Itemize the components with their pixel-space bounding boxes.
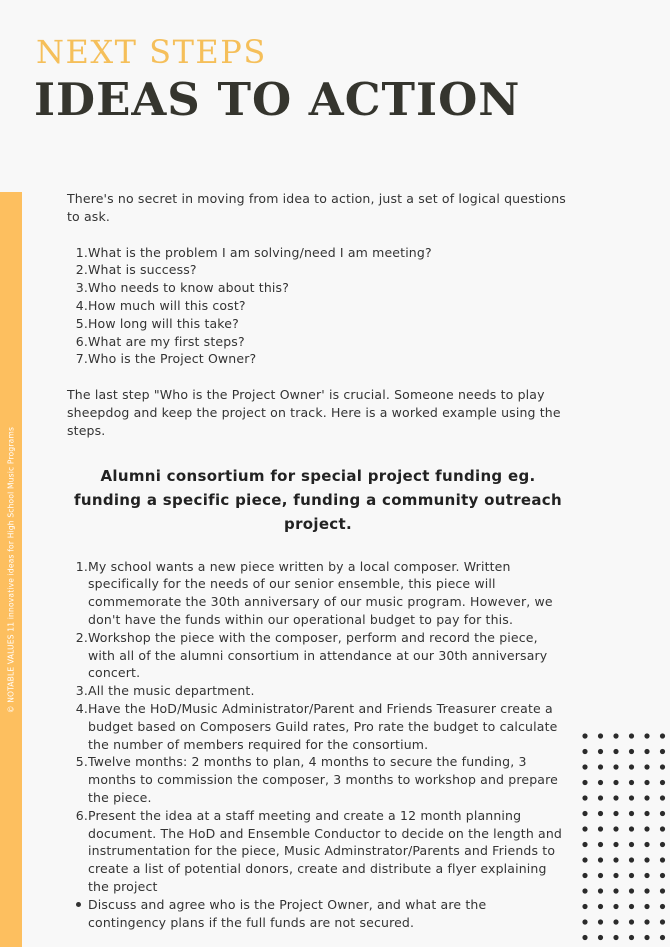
decorative-dot <box>660 733 665 738</box>
list-number: 6. <box>75 333 88 349</box>
list-text: How much will this cost? <box>88 297 246 313</box>
decorative-dot <box>644 811 649 816</box>
list-number: 5. <box>75 315 88 331</box>
decorative-dot <box>598 749 603 754</box>
decorative-dot <box>629 733 634 738</box>
decorative-dot <box>613 873 618 878</box>
decorative-dot <box>613 888 618 893</box>
decorative-dot <box>660 749 665 754</box>
decorative-dot <box>582 935 587 940</box>
decorative-dot <box>582 888 587 893</box>
list-number: 1. <box>75 558 88 574</box>
decorative-dot <box>598 795 603 800</box>
decorative-dot <box>629 826 634 831</box>
decorative-dot <box>582 749 587 754</box>
decorative-dot <box>660 857 665 862</box>
decorative-dot <box>644 749 649 754</box>
decorative-dot <box>660 795 665 800</box>
decorative-dot <box>660 904 665 909</box>
list-number: 2. <box>75 629 88 645</box>
decorative-dot <box>582 904 587 909</box>
list-number: 5. <box>75 754 88 770</box>
decorative-dot <box>660 780 665 785</box>
decorative-dot <box>644 780 649 785</box>
decorative-dot <box>629 811 634 816</box>
decorative-dot <box>644 795 649 800</box>
decorative-dot <box>598 904 603 909</box>
decorative-dot <box>629 935 634 940</box>
decorative-dot <box>582 795 587 800</box>
decorative-dot <box>582 873 587 878</box>
list-number: 4. <box>75 700 88 716</box>
list-number: 1. <box>75 244 88 260</box>
decorative-dot <box>582 919 587 924</box>
decorative-dot <box>644 733 649 738</box>
decorative-dot <box>582 733 587 738</box>
list-text: What is success? <box>88 262 197 278</box>
decorative-dot <box>660 873 665 878</box>
list-text: How long will this take? <box>88 315 239 331</box>
decorative-dot <box>629 749 634 754</box>
decorative-dot <box>660 811 665 816</box>
decorative-dot <box>613 826 618 831</box>
list-text: Who needs to know about this? <box>88 280 289 296</box>
decorative-dot <box>613 842 618 847</box>
project-owner-paragraph: The last step "Who is the Project Owner' is crucial. Someone needs to play sheepdog and keep the project on track. Here is a worked example using the steps. <box>67 387 561 438</box>
list-text: Workshop the piece with the composer, perform and record the piece, with all of the alumni consortium in attendance at our 30th anniversary concert. <box>88 629 548 681</box>
decorative-dot <box>613 795 618 800</box>
decorative-dot <box>582 764 587 769</box>
decorative-dot <box>644 888 649 893</box>
list-number: 3. <box>75 683 88 699</box>
list-text: Discuss and agree who is the Project Owner, and what are the contingency plans if the full funds are not secured. <box>88 896 487 930</box>
list-text: What is the problem I am solving/need I am meeting? <box>88 244 432 260</box>
decorative-dot <box>644 857 649 862</box>
list-number: 7. <box>75 351 88 367</box>
decorative-dot <box>598 857 603 862</box>
decorative-dot <box>644 935 649 940</box>
decorative-dot <box>629 842 634 847</box>
decorative-dot <box>644 873 649 878</box>
decorative-dot <box>582 780 587 785</box>
list-text: Twelve months: 2 months to plan, 4 months to secure the funding, 3 months to commission the composer, 3 months to workshop and prepare the piece. <box>88 754 558 805</box>
decorative-dot <box>598 935 603 940</box>
decorative-dot <box>644 919 649 924</box>
decorative-dot <box>613 857 618 862</box>
list-text: Present the idea at a staff meeting and create a 12 month planning document. The HoD and Ensemble Conductor to decide on the length and instrumentation for the piece, Music Adminstrator/Parents and Friends to create a list of potential donors, create and distribute a flyer explaining the project <box>88 807 562 894</box>
decorative-dot <box>613 764 618 769</box>
page-title: IDEAS TO ACTION <box>34 73 521 126</box>
decorative-dot <box>613 749 618 754</box>
decorative-dot <box>660 935 665 940</box>
decorative-dot <box>644 842 649 847</box>
decorative-dot <box>598 780 603 785</box>
decorative-dot <box>629 904 634 909</box>
decorative-dot <box>613 733 618 738</box>
decorative-dot <box>660 919 665 924</box>
decorative-dot <box>629 888 634 893</box>
decorative-dot <box>598 919 603 924</box>
decorative-dot <box>613 904 618 909</box>
example-heading: Alumni consortium for special project funding eg. funding a specific piece, funding a community outreach project. <box>74 466 562 533</box>
decorative-dot <box>613 919 618 924</box>
list-text: All the music department. <box>88 683 255 699</box>
decorative-dot <box>598 764 603 769</box>
list-number: 6. <box>75 807 88 823</box>
list-number: 3. <box>75 280 88 296</box>
decorative-dot <box>629 873 634 878</box>
list-text: Have the HoD/Music Administrator/Parent and Friends Treasurer create a budget based on Composers Guild rates, Pro rate the budget to calculate the number of members required for the consortium. <box>88 700 558 752</box>
decorative-dot <box>629 919 634 924</box>
decorative-dot <box>660 842 665 847</box>
decorative-dot <box>598 811 603 816</box>
list-number: 4. <box>75 297 88 313</box>
decorative-dot <box>582 811 587 816</box>
decorative-dot <box>613 780 618 785</box>
decorative-dot <box>613 811 618 816</box>
decorative-dot <box>582 857 587 862</box>
list-text: Who is the Project Owner? <box>88 351 257 367</box>
decorative-dot <box>629 795 634 800</box>
decorative-dot <box>613 935 618 940</box>
list-number: 2. <box>75 262 88 278</box>
decorative-dot <box>644 764 649 769</box>
decorative-dot <box>644 826 649 831</box>
decorative-dot <box>660 764 665 769</box>
decorative-dot <box>629 857 634 862</box>
decorative-dot <box>598 888 603 893</box>
decorative-dot <box>629 764 634 769</box>
decorative-dot <box>644 904 649 909</box>
list-text: My school wants a new piece written by a local composer. Written specifically for the needs of our senior ensemble, this piece will commemorate the 30th anniversary of our music program. However, we don't have the funds within our operational budget to pay for this. <box>88 558 553 627</box>
decorative-dot <box>629 780 634 785</box>
decorative-dot <box>582 842 587 847</box>
section-kicker: NEXT STEPS <box>36 33 267 71</box>
sidebar-copyright-text: © NOTABLE VALUES 11 innovative ideas for High School Music Programs <box>6 426 16 714</box>
decorative-dot <box>660 888 665 893</box>
decorative-dot <box>582 826 587 831</box>
decorative-dot <box>598 873 603 878</box>
decorative-dot <box>598 826 603 831</box>
decorative-dot <box>598 733 603 738</box>
list-text: What are my first steps? <box>88 333 245 349</box>
intro-paragraph: There's no secret in moving from idea to action, just a set of logical questions to ask. <box>67 191 566 224</box>
decorative-dot <box>660 826 665 831</box>
decorative-dot <box>598 842 603 847</box>
